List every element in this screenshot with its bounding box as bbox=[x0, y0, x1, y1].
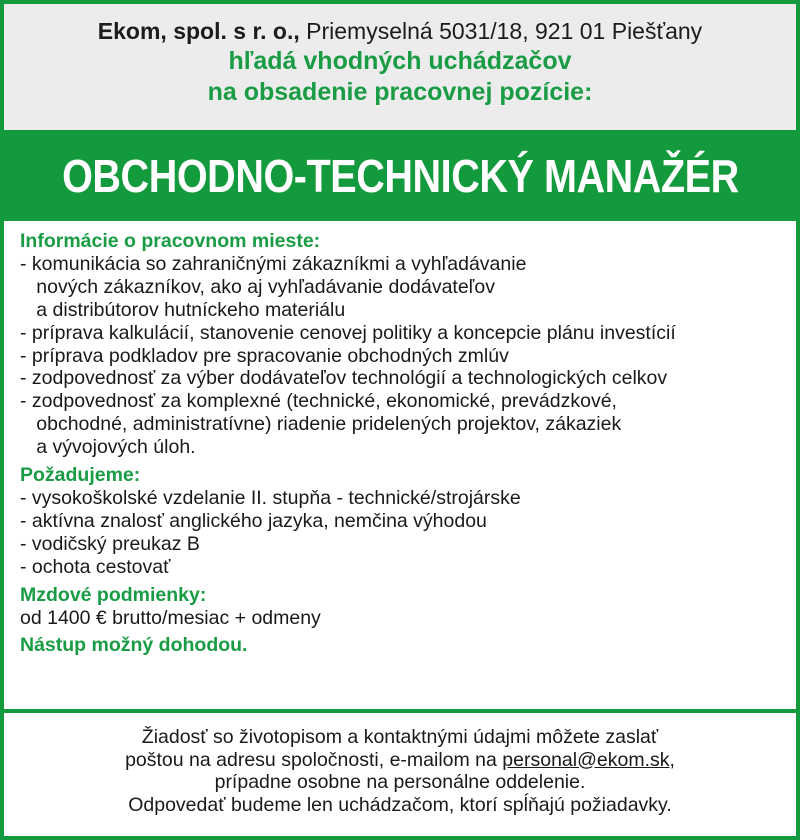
company-line bbox=[4, 16, 796, 46]
start-section bbox=[20, 634, 796, 657]
job-info-item: - komunikácia so zahraničnými zákazníkmi a vyhľadávanie bbox=[20, 252, 527, 275]
position-title: OBCHODNO-TECHNICKÝ MANAŽÉR bbox=[61, 149, 739, 202]
job-info-section bbox=[20, 230, 796, 459]
footer-line-2-end: , bbox=[669, 748, 675, 771]
footer-line-1: Žiadosť so životopisom a kontaktnými údajmi môžete zaslať bbox=[141, 726, 659, 748]
job-info-heading: Informácie o pracovnom mieste: bbox=[20, 230, 321, 252]
job-info-item: obchodné, administratívne) riadenie pridelených projektov, zákaziek bbox=[20, 413, 622, 436]
header-section bbox=[4, 4, 796, 130]
job-info-item: - príprava podkladov pre spracovanie obchodných zmlúv bbox=[20, 344, 509, 367]
job-info-item: nových zákazníkov, ako aj vyhľadávanie dodávateľov bbox=[20, 275, 495, 298]
requirements-list bbox=[20, 487, 796, 579]
salary-text: od 1400 € brutto/mesiac + odmeny bbox=[20, 606, 321, 629]
start-heading: Nástup možný dohodou. bbox=[20, 634, 248, 657]
section-divider bbox=[4, 709, 796, 713]
salary-heading: Mzdové podmienky: bbox=[20, 583, 207, 606]
footer-line-2 bbox=[4, 749, 796, 772]
footer-line-3: prípadne osobne na personálne oddelenie. bbox=[214, 771, 586, 793]
job-info-item: a distribútorov hutníckeho materiálu bbox=[20, 298, 346, 321]
requirements-section bbox=[20, 464, 796, 579]
requirement-item: - vysokoškolské vzdelanie II. stupňa - technické/strojárske bbox=[20, 486, 521, 509]
salary-section bbox=[20, 584, 796, 630]
ad-body bbox=[4, 221, 796, 657]
company-address: Priemyselná 5031/18, 921 01 Piešťany bbox=[306, 18, 703, 44]
hiring-line-2: na obsadenie pracovnej pozície: bbox=[207, 78, 593, 106]
job-info-list bbox=[20, 253, 796, 459]
requirement-item: - vodičský preukaz B bbox=[20, 532, 200, 555]
footer-line-2-text: poštou na adresu spoločnosti, e-mailom na bbox=[125, 748, 503, 771]
position-banner bbox=[4, 130, 796, 221]
job-info-item: - príprava kalkulácií, stanovenie cenovej politiky a koncepcie plánu investícií bbox=[20, 321, 676, 344]
requirement-item: - aktívna znalosť anglického jazyka, nemčina výhodou bbox=[20, 509, 487, 532]
footer-line-4: Odpovedať budeme len uchádzačom, ktorí spĺňajú požiadavky. bbox=[128, 793, 672, 816]
job-info-item: - zodpovednosť za komplexné (technické, ekonomické, prevádzkové, bbox=[20, 390, 617, 413]
email-link[interactable]: personal@ekom.sk bbox=[502, 748, 670, 771]
hiring-line-1: hľadá vhodných uchádzačov bbox=[228, 47, 572, 75]
application-footer bbox=[4, 726, 796, 816]
job-info-item: a vývojových úloh. bbox=[20, 436, 196, 459]
job-info-item: - zodpovednosť za výber dodávateľov technológií a technologických celkov bbox=[20, 367, 668, 390]
company-name: Ekom, spol. s r. o., bbox=[97, 18, 300, 44]
requirement-item: - ochota cestovať bbox=[20, 555, 171, 578]
requirements-heading: Požadujeme: bbox=[20, 464, 141, 487]
